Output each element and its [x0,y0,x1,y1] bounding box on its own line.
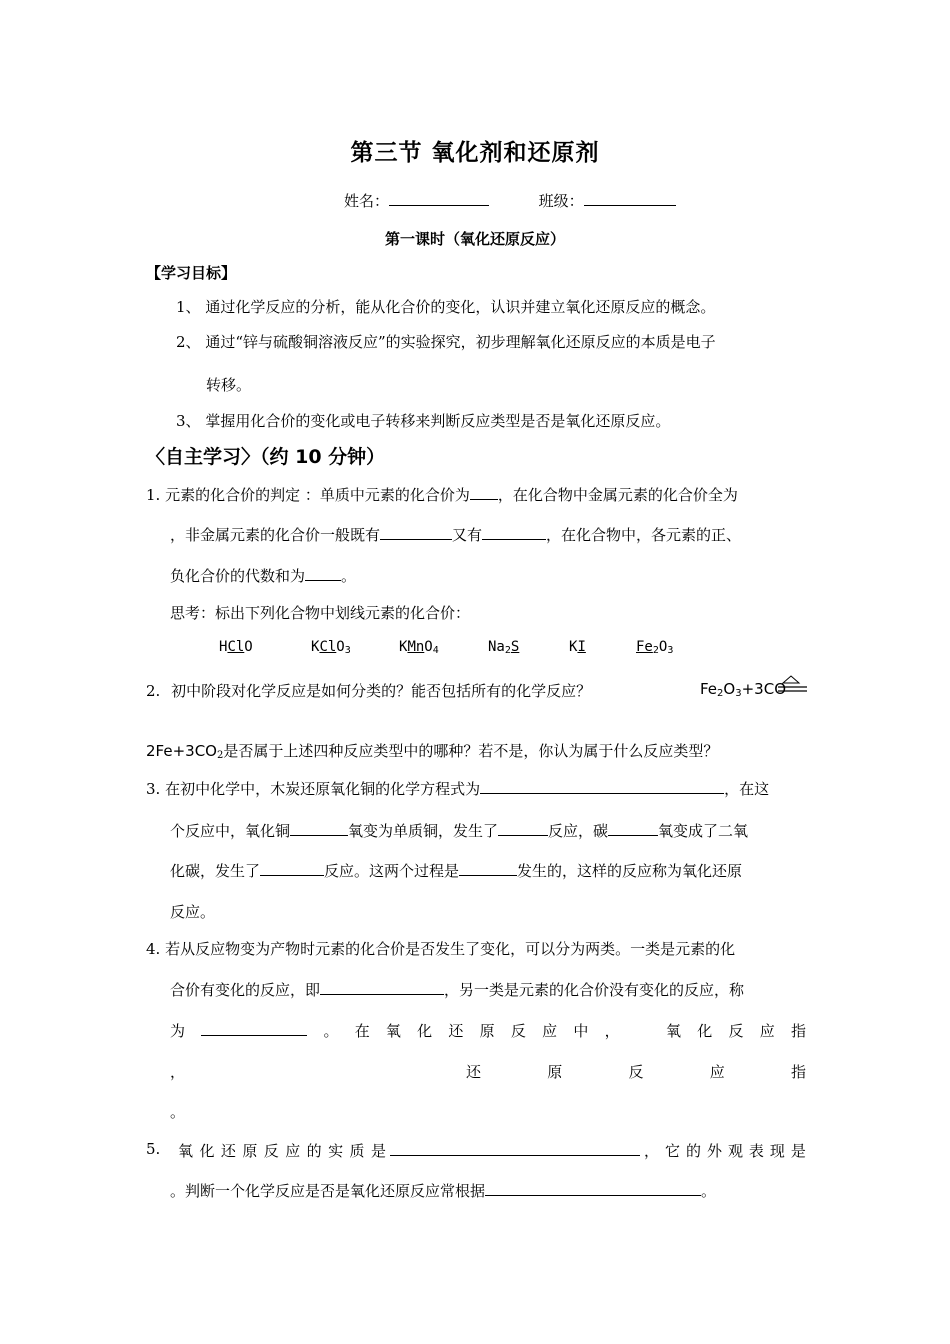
q-char: 中 [573,1022,589,1040]
q-num: 4. [146,940,161,958]
q-char: 氧 [385,1022,401,1040]
q-text: 。判断一个化学反应是否是氧化还原反应常根据 [170,1182,486,1200]
answer-blank[interactable] [485,1180,701,1196]
q-text: 又有 [452,526,483,544]
answer-blank[interactable] [608,820,658,836]
q-char: 反 [628,1063,644,1081]
q-text: 。 [701,1182,717,1200]
q1-line2 [170,524,741,545]
formula-part: H [219,639,228,655]
q-text: 负化合价的代数和为 [170,567,306,585]
question-3 [146,778,769,799]
answer-blank[interactable] [482,524,546,540]
q-text: 发生的，这样的反应称为氧化还原 [517,862,743,880]
q-char: 是 [370,1142,386,1160]
q-text: ，在这 [724,780,770,798]
q-char: 原 [547,1063,563,1081]
question-2 [146,680,591,701]
q-char: 为 [170,1022,186,1040]
name-label: 姓名： [344,192,390,210]
goal-item [176,331,716,352]
q4-line4 [466,1061,806,1082]
formula-ki [569,639,586,655]
goal-item [176,296,715,317]
eq-subscript: 2 [216,750,224,761]
formula-subscript: 4 [432,645,439,656]
q-char: 化 [199,1142,215,1160]
formula-part: K [569,639,578,655]
formula-part: O [658,639,668,655]
q-char: 反 [510,1022,526,1040]
eq-part: 2Fe+3CO [146,742,217,760]
class-blank[interactable] [584,190,676,206]
q-char: 指 [790,1022,806,1040]
q4-line3 [170,1020,806,1041]
name-blank[interactable] [389,190,489,206]
q-char: 原 [479,1022,495,1040]
eq-part: Fe [700,680,718,698]
q-char: 的 [306,1142,322,1160]
formula-na2s [488,639,519,656]
q-char: 反 [728,1022,744,1040]
q-text: 反应。这两个过程是 [324,862,460,880]
lesson-subtitle: 第一课时（氧化还原反应） [384,230,565,248]
answer-blank[interactable] [390,1140,640,1156]
answer-blank[interactable] [498,820,548,836]
q-text: 初中阶段对化学反应是如何分类的？能否包括所有的化学反应？ [171,682,592,700]
student-info [344,190,676,211]
formula-part: O [244,639,253,655]
q-char: 应 [759,1022,775,1040]
q-char: 氧 [666,1022,682,1040]
q-char: 实 [328,1142,344,1160]
question-1 [146,484,738,505]
q-char: 还 [220,1142,236,1160]
q-char: 是 [790,1142,806,1160]
q-num: 2. [146,682,161,700]
answer-blank[interactable] [290,820,348,836]
eq-subscript: 3 [735,688,742,699]
q-char: 应 [542,1022,558,1040]
q-char: 化 [697,1022,713,1040]
formula-subscript: 3 [344,645,351,656]
q-char: 它 [664,1142,680,1160]
q1-line3 [170,565,356,586]
formula-underlined: Cl [319,639,337,655]
formula-underlined: S [510,639,520,655]
answer-blank[interactable] [380,524,452,540]
question-5-num: 5. [146,1140,161,1158]
question-4 [146,938,735,959]
formula-part: Na [488,639,505,655]
q-num: 3. [146,780,161,798]
q-char: 在 [354,1022,370,1040]
q-text: ，另一类是元素的化合价没有变化的反应，称 [444,981,745,999]
q-char: 表 [748,1142,764,1160]
formula-underlined: I [577,639,586,655]
page-title: 第三节 氧化剂和还原剂 [350,140,600,166]
class-label: 班级： [538,192,584,210]
q5-line2 [170,1180,716,1201]
q4-line4-comma: ， [170,1063,186,1081]
q-char: 外 [706,1142,722,1160]
q-char: ， [644,1142,660,1160]
formula-kclo3 [311,639,351,656]
q-text: 合价有变化的反应，即 [170,981,321,999]
q-text: 若从反应物变为产物时元素的化合价是否发生了变化，可以分为两类。一类是元素的化 [165,940,736,958]
goal-text: 通过化学反应的分析，能从化合价的变化，认识并建立氧化还原反应的概念。 [205,298,716,316]
answer-blank[interactable] [260,860,324,876]
formula-kmno4 [399,639,439,656]
goal-text-cont: 转移。 [206,376,252,394]
q2-line2 [146,740,718,761]
answer-blank[interactable] [470,484,498,500]
q-text: 氧变为单质铜，发生了 [348,822,499,840]
eq-subscript: 2 [717,688,724,699]
heat-equals-icon [778,674,808,698]
q-text: ，在化合物中金属元素的化合价全为 [497,486,738,504]
q-text: 化碳，发生了 [170,862,261,880]
q3-line2 [170,820,748,841]
answer-blank[interactable] [320,979,444,995]
q-char: 现 [769,1142,785,1160]
formula-subscript: 2 [504,645,511,656]
answer-blank[interactable] [201,1020,307,1036]
formula-part: O [424,639,433,655]
q-char: 。 [323,1022,339,1040]
q-text: 在初中化学中，木炭还原氧化铜的化学方程式为 [165,780,481,798]
q-text: 氧变成了二氧 [658,822,749,840]
goals-heading: 【学习目标】 [146,264,237,282]
formula-subscript: 2 [652,645,659,656]
q-char: 应 [709,1063,725,1081]
q5-line1a [178,1140,386,1161]
q-char: 化 [417,1022,433,1040]
q1-think: 思考：标出下列化合物中划线元素的化合价： [170,604,471,622]
goal-num: 1、 [176,298,201,316]
formula-part: K [311,639,320,655]
formula-part: O [336,639,345,655]
eq-part: O [723,680,736,698]
goal-text: 通过“锌与硫酸铜溶液反应”的实验探究，初步理解氧化还原反应的本质是电子 [205,333,716,351]
q-text: 是否属于上述四种反应类型中的哪种？若不是，你认为属于什么反应类型？ [223,742,719,760]
q-text: 反应，碳 [548,822,609,840]
q-char: 的 [685,1142,701,1160]
q2-equation [700,680,786,699]
answer-blank[interactable] [305,565,341,581]
q-char: 还 [448,1022,464,1040]
formula-underlined: Cl [227,639,245,655]
q4-line5: 。 [170,1103,186,1121]
q-char: 质 [349,1142,365,1160]
q3-line4: 反应。 [170,903,216,921]
q-char: 观 [727,1142,743,1160]
formula-underlined: Fe [636,639,653,655]
q-text: ，在化合物中，各元素的正、 [546,526,742,544]
q-char: 指 [790,1063,806,1081]
q-num: 1. [146,486,161,504]
q-char: 还 [466,1063,482,1081]
answer-blank[interactable] [480,778,724,794]
q-char: ， [604,1022,620,1040]
goal-num: 2、 [176,333,201,351]
eq-part: +3CO [741,680,787,698]
formula-subscript: 3 [667,645,674,656]
q5-line1b [644,1140,806,1161]
q-text: 个反应中，氧化铜 [170,822,291,840]
formula-underlined: Mn [407,639,425,655]
formula-hclo [219,639,253,655]
q-char: 应 [285,1142,301,1160]
q3-line3 [170,860,742,881]
answer-blank[interactable] [459,860,517,876]
formula-fe2o3 [636,639,673,656]
goal-item [176,410,670,431]
q-text: 元素的化合价的判定 ：单质中元素的化合价为 [165,486,470,504]
goal-num: 3、 [176,412,201,430]
q-text: ，非金属元素的化合价一般既有 [170,526,381,544]
q-text: 。 [341,567,357,585]
q4-line2 [170,979,744,1000]
q-char: 反 [263,1142,279,1160]
q-char: 氧 [178,1142,194,1160]
formula-part: K [399,639,408,655]
goal-text: 掌握用化合价的变化或电子转移来判断反应类型是否是氧化还原反应。 [205,412,671,430]
self-study-heading: 〈自主学习〉（约 10 分钟） [146,446,386,468]
q-char: 原 [242,1142,258,1160]
